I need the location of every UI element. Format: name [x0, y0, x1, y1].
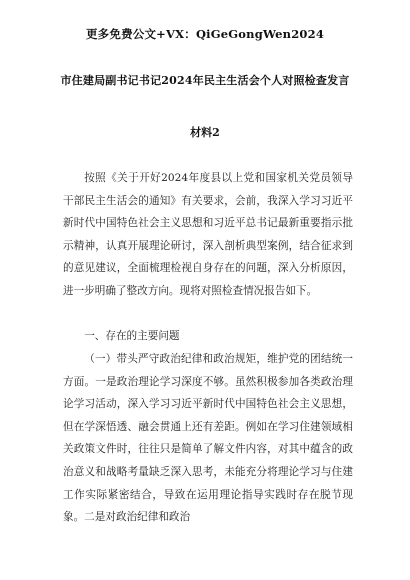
- watermark-header: 更多免费公文+VX：QiGeGongWen2024: [85, 27, 325, 41]
- item-text: （一）带头严守政治纪律和政治规矩，维护党的团结统一方面。一是政治理论学习深度不够。虽然积极参加各类政治理论学习活动，深入学习习近平新时代中国特色社会主义思想，但在学深悟透、融会贯通上还有差距。例如在学习住建领域相关政策文件时，往往只是简单了解文件内容，对其中蕴含的政治意义和战略考量缺乏深入思考，未能充分将理论学习与住建工作实际紧密结合，导致在运用理论指导实践时存在脱节现象。二是对政治纪律和政治: [63, 353, 353, 524]
- section-heading: [63, 325, 353, 348]
- intro-text: 按照《关于开好2024年度县以上党和国家机关党员领导干部民主生活会的通知》有关要求，会前，我深入学习习近平新时代中国特色社会主义思想和习近平总书记最新重要指示批示精神，认真开展理论研讨，深入剖析典型案例，结合征求到的意见建议，全面梳理检视自身存在的问题，深入分析原因，进一步明确了整改方向。现将对照检查情况报告如下。: [63, 172, 353, 297]
- material-label: 材料2: [190, 126, 220, 139]
- document-title: 市住建局副书记书记2024年民主生活会个人对照检查发言: [60, 74, 350, 87]
- section-heading-text: 一、存在的主要问题: [84, 330, 180, 342]
- intro-paragraph: [63, 167, 353, 303]
- item-paragraph: [63, 348, 353, 529]
